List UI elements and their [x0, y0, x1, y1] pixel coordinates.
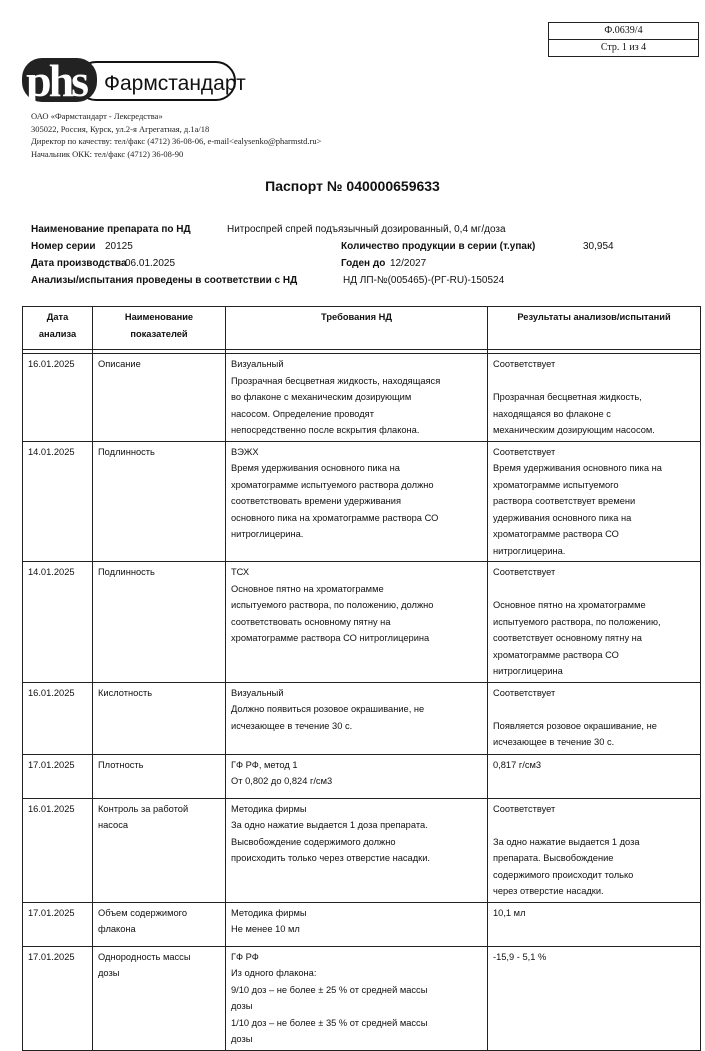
form-code: Ф.0639/4	[604, 25, 643, 36]
table-row	[23, 902, 701, 946]
cell-name: Подлинность	[93, 562, 226, 683]
analysis-table	[22, 306, 701, 1051]
cell-req: ТСХ Основное пятно на хроматограмме испытуемого раствора, по положению, должно соответствовать основному пятну на хроматограмме раствора СО нитроглицерина	[226, 562, 488, 683]
column-header: Наименование показателей	[93, 307, 226, 350]
cell-req: ГФ РФ Из одного флакона: 9/10 доз – не более ± 25 % от средней массы дозы 1/10 доз – не более ± 35 % от средней массы дозы	[226, 946, 488, 1050]
cell-res: Соответствует За одно нажатие выдается 1 доза препарата. Высвобождение содержимого происходит только через отверстие насадки.	[488, 798, 701, 902]
cell-name: Подлинность	[93, 441, 226, 562]
nd-value: НД ЛП-№(005465)-(РГ-RU)-150524	[343, 275, 505, 286]
series-value: 20125	[105, 241, 133, 252]
quantity-value: 30,954	[583, 241, 614, 252]
table-row	[23, 798, 701, 902]
cell-res: -15,9 - 5,1 %	[488, 946, 701, 1050]
table-row	[23, 562, 701, 683]
column-header: Требования НД	[226, 307, 488, 350]
nd-label: Анализы/испытания проведены в соответствии с НД	[31, 275, 298, 286]
cell-name: Контроль за работой насоса	[93, 798, 226, 902]
cell-res: Соответствует Время удерживания основного пика на хроматограмме испытуемого раствора соответствует времени удерживания основного пика на хроматограмме раствора СО нитроглицерина.	[488, 441, 701, 562]
cell-date: 14.01.2025	[23, 441, 93, 562]
cell-date: 17.01.2025	[23, 902, 93, 946]
cell-name: Однородность массы дозы	[93, 946, 226, 1050]
series-label: Номер серии	[31, 241, 96, 252]
company-info	[31, 110, 321, 160]
page-number: Стр. 1 из 4	[549, 39, 698, 56]
cell-date: 17.01.2025	[23, 946, 93, 1050]
table-row	[23, 754, 701, 798]
cell-req: ВЭЖХ Время удерживания основного пика на хроматограмме испытуемого раствора должно соответствовать времени удерживания основного пика на хроматограмме раствора СО нитроглицерина.	[226, 441, 488, 562]
cell-name: Описание	[93, 354, 226, 442]
quality-director-contact: Директор по качеству: тел/факс (4712) 36-08-06, e-mail<ealysenko@pharmstd.ru>	[31, 136, 322, 146]
quantity-label: Количество продукции в серии (т.упак)	[341, 241, 536, 252]
cell-date: 14.01.2025	[23, 562, 93, 683]
cell-req: Методика фирмы Не менее 10 мл	[226, 902, 488, 946]
column-header: Дата анализа	[23, 307, 93, 350]
cell-req: ГФ РФ, метод 1 От 0,802 до 0,824 г/см3	[226, 754, 488, 798]
pharmstandard-logo	[22, 55, 246, 106]
cell-req: Методика фирмы За одно нажатие выдается 1 доза препарата. Высвобождение содержимого должно происходить только через отверстие насадки.	[226, 798, 488, 902]
form-code-box	[548, 22, 699, 57]
cell-req: Визуальный Должно появиться розовое окрашивание, не исчезающее в течение 30 с.	[226, 682, 488, 754]
cell-date: 16.01.2025	[23, 354, 93, 442]
drug-value: Нитроспрей спрей подъязычный дозированный, 0,4 мг/доза	[227, 224, 506, 235]
drug-label: Наименование препарата по НД	[31, 224, 191, 235]
expiry-label: Годен до	[341, 258, 386, 269]
cell-res: Соответствует Появляется розовое окрашивание, не исчезающее в течение 30 с.	[488, 682, 701, 754]
table-row	[23, 946, 701, 1050]
cell-name: Кислотность	[93, 682, 226, 754]
cell-res: Соответствует Основное пятно на хроматограмме испытуемого раствора, по положению, соответствует основному пятну на хроматограмме раствора СО нитроглицерина	[488, 562, 701, 683]
column-header: Результаты анализов/испытаний	[488, 307, 701, 350]
svg-text:phs: phs	[26, 55, 87, 106]
table-row	[23, 354, 701, 442]
table-row	[23, 682, 701, 754]
table-row	[23, 441, 701, 562]
production-date-value: 06.01.2025	[125, 258, 176, 269]
cell-res: 10,1 мл	[488, 902, 701, 946]
cell-res: Соответствует Прозрачная бесцветная жидкость, находящаяся во флаконе с механическим дозирующим насосом.	[488, 354, 701, 442]
company-address: 305022, Россия, Курск, ул.2-я Агрегатная, д.1а/18	[31, 123, 210, 134]
page-title: Паспорт № 040000659633	[265, 178, 440, 194]
expiry-value: 12/2027	[390, 258, 427, 269]
cell-date: 16.01.2025	[23, 682, 93, 754]
cell-name: Плотность	[93, 754, 226, 798]
cell-res: 0,817 г/см3	[488, 754, 701, 798]
qc-head-contact: Начальник ОКК: тел/факс (4712) 36-08-90	[31, 148, 184, 159]
svg-text:Фармстандарт: Фармстандарт	[104, 72, 246, 95]
production-date-label: Дата производства	[31, 258, 127, 269]
cell-date: 16.01.2025	[23, 798, 93, 902]
cell-req: Визуальный Прозрачная бесцветная жидкость, находящаяся во флаконе с механическим дозирующим насосом. Определение проводят непосредственно после вскрытия флакона.	[226, 354, 488, 442]
company-name: ОАО «Фармстандарт - Лексредства»	[31, 111, 163, 121]
cell-date: 17.01.2025	[23, 754, 93, 798]
cell-name: Объем содержимого флакона	[93, 902, 226, 946]
